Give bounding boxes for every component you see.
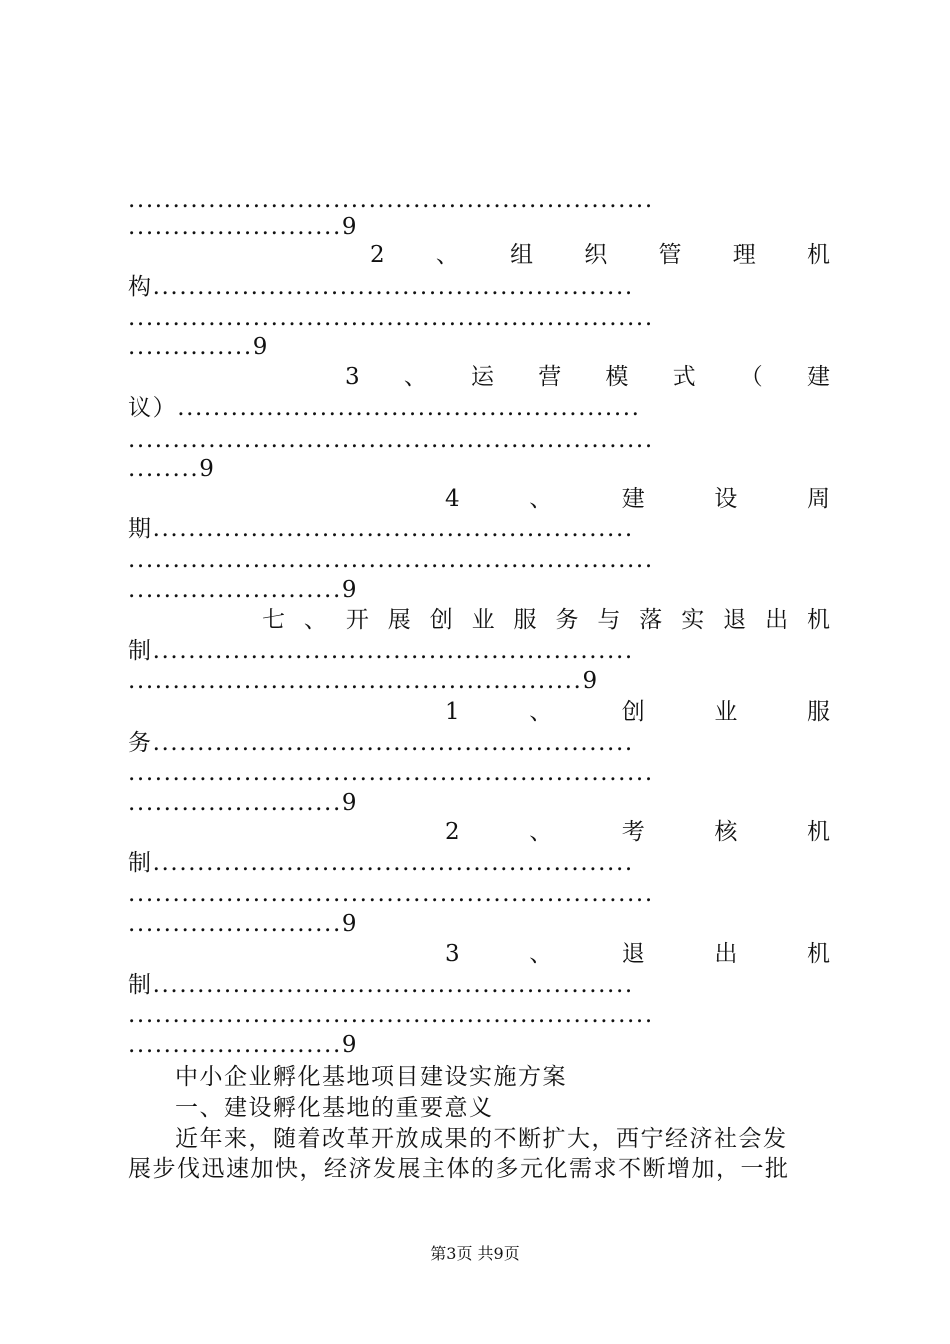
toc-entry-char: 设 [714,486,738,512]
toc-entry-char: 实 [681,607,705,633]
toc-entry-char: 、 [529,699,553,725]
toc-entry-char: 七 [262,607,285,633]
toc-entry-startup-service [445,697,830,727]
toc-entry-char: 业 [471,607,495,633]
toc-entry-section-seven [262,605,830,635]
toc-entry-char: 落 [639,607,663,633]
document-title: 中小企业孵化基地项目建设实施方案 [175,1064,567,1090]
toc-dots-line: ........................9 [128,1032,359,1058]
toc-entry-char: 退 [621,941,645,967]
toc-entry-char: 理 [732,242,756,268]
toc-entry-operation-mode [345,362,830,392]
toc-entry-exit-mechanism [445,939,830,969]
toc-entry-char: 机 [806,941,830,967]
toc-entry-char: 机 [806,607,830,633]
toc-entry-char: 、 [403,364,427,390]
toc-entry-char: 周 [806,486,830,512]
toc-dots-line: ..............9 [128,334,269,360]
toc-entry-char: 1 [445,699,460,725]
toc-entry-char: 创 [621,699,645,725]
toc-entry-char: 出 [765,607,789,633]
toc-entry-char: 机 [806,242,830,268]
toc-dots-line: ........................9 [128,790,359,816]
toc-entry-construction-period [445,484,830,514]
toc-dots-line: ........................9 [128,911,359,937]
toc-entry-char: 模 [605,364,629,390]
toc-entry-assessment [445,817,830,847]
toc-entry-char: 与 [597,607,621,633]
toc-entry-char: 核 [714,819,738,845]
section-heading: 一、建设孵化基地的重要意义 [175,1095,494,1121]
toc-entry-char: 服 [806,699,830,725]
toc-entry-char: 组 [510,242,534,268]
toc-entry-char: 、 [529,486,553,512]
toc-entry-char: 开 [345,607,369,633]
toc-dots-line: ........................................................... [128,881,654,907]
toc-entry-char: 考 [621,819,645,845]
toc-dots-line: ........................................................... [128,760,654,786]
toc-entry-char: 服 [513,607,537,633]
toc-entry-char: 展 [387,607,411,633]
toc-entry-char: 营 [538,364,562,390]
paragraph-line: 近年来，随着改革开放成果的不断扩大，西宁经济社会发 [175,1126,788,1152]
toc-dots-line: ........................................................... [128,305,654,331]
toc-dots-line: ........................9 [128,577,359,603]
toc-entry-char: 出 [714,941,738,967]
toc-dots-line: 构...................................................... [128,274,634,300]
toc-entry-char: 、 [529,819,553,845]
toc-dots-line: 议）.................................................... [128,395,641,421]
toc-dots-line: 制...................................................... [128,972,634,998]
toc-entry-char: 退 [723,607,747,633]
toc-entry-char: 、 [435,242,459,268]
toc-entry-char: （ [739,364,763,390]
toc-entry-char: 务 [555,607,579,633]
toc-dots-line: 制...................................................... [128,850,634,876]
page-number-footer: 第3页 共9页 [430,1244,520,1263]
toc-entry-char: 4 [445,486,460,512]
toc-entry-char: 3 [445,941,460,967]
toc-entry-char: 3 [345,364,360,390]
toc-entry-char: 式 [672,364,696,390]
toc-entry-char: 建 [621,486,645,512]
toc-dots-line: ........9 [128,456,216,482]
toc-entry-char: 、 [303,607,327,633]
toc-entry-org-management [370,240,830,270]
toc-entry-char: 运 [471,364,495,390]
toc-entry-char: 机 [806,819,830,845]
toc-entry-char: 2 [445,819,460,845]
toc-dots-line: 制...................................................... [128,638,634,664]
toc-dots-line: 务...................................................... [128,730,634,756]
toc-entry-char: 业 [714,699,738,725]
toc-dots-line: ........................................................... [128,547,654,573]
toc-dots-line: ........................................................... [128,187,654,213]
toc-dots-line: ........................................................... [128,427,654,453]
toc-entry-char: 、 [529,941,553,967]
toc-entry-char: 管 [658,242,682,268]
toc-entry-char: 2 [370,242,385,268]
paragraph-line: 展步伐迅速加快，经济发展主体的多元化需求不断增加，一批 [128,1156,790,1182]
toc-dots-line: ...................................................9 [128,668,599,694]
toc-dots-line: 期...................................................... [128,516,634,542]
toc-entry-char: 建 [806,364,830,390]
toc-dots-line: ........................9 [128,214,359,240]
toc-entry-char: 创 [429,607,453,633]
toc-dots-line: ........................................................... [128,1002,654,1028]
toc-entry-char: 织 [584,242,608,268]
